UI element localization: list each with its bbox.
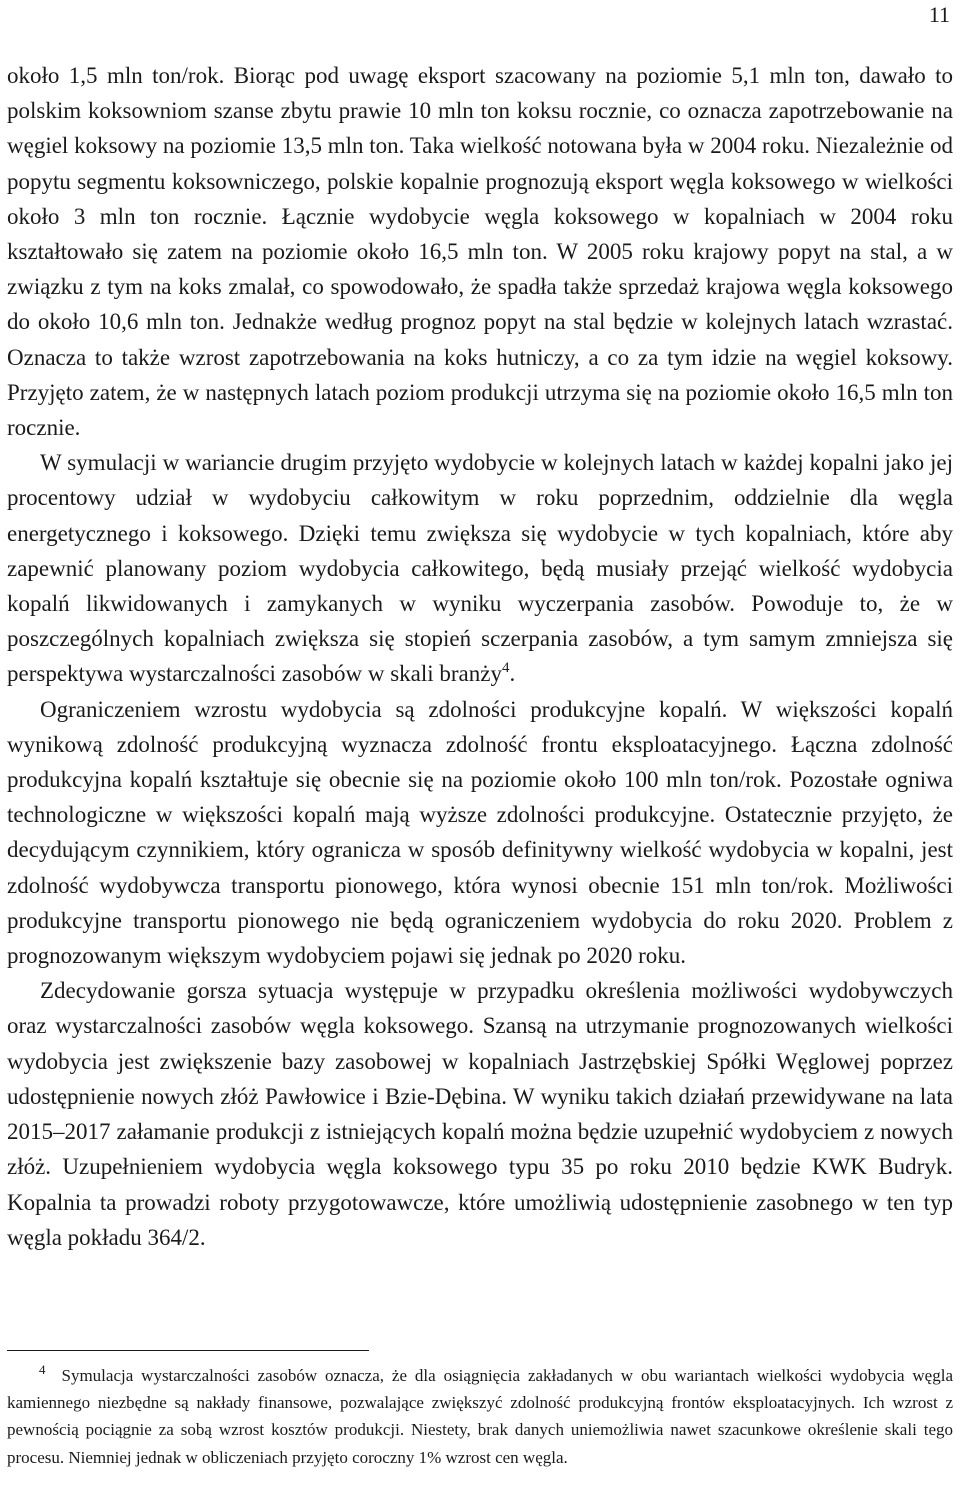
paragraph-4 — [7, 973, 953, 1255]
body-text — [7, 58, 953, 1255]
page-number: 11 — [928, 2, 950, 27]
paragraph-1-text: około 1,5 mln ton/rok. Biorąc pod uwagę eksport szacowany na poziomie 5,1 mln ton, dawało to polskim koksowniom szanse zbytu prawie 10 mln ton koksu rocznie, co oznacza zapotrzebowanie na węgiel koksowy na poziomie 13,5 mln ton. Taka wielkość notowana była w 2004 roku. Niezależnie od popytu segmentu koksowniczego, polskie kopalnie prognozują eksport węgla koksowego w wielkości około 3 mln ton rocznie. Łącznie wydobycie węgla koksowego w kopalniach w 2004 roku kształtowało się zatem na poziomie około 16,5 mln ton. W 2005 roku krajowy popyt na stal, a w związku z tym na koks zmalał, co spowodowało, że spadła także sprzedaż krajowa węgla koksowego do około 10,6 mln ton. Jednakże według prognoz popyt na stal będzie w kolejnych latach wzrastać. Oznacza to także wzrost zapotrzebowania na koks hutniczy, a co za tym idzie na węgiel koksowy. Przyjęto zatem, że w następnych latach poziom produkcji utrzyma się na poziomie około 16,5 mln ton rocznie. — [7, 63, 953, 441]
footnote-divider — [7, 1350, 369, 1351]
paragraph-3-text: Ograniczeniem wzrostu wydobycia są zdolności produkcyjne kopalń. W większości kopalń wynikową zdolność produkcyjną wyznacza zdolność frontu eksploatacyjnego. Łączna zdolność produkcyjna kopalń kształtuje się obecnie się na poziomie około 100 mln ton/rok. Pozostałe ogniwa technologiczne w większości kopalń mają wyższe zdolności produkcyjne. Ostatecznie przyjęto, że decydującym czynnikiem, który ogranicza w sposób definitywny wielkość wydobycia w kopalni, jest zdolność wydobywcza transportu pionowego, która wynosi obecnie 151 mln ton/rok. Możliwości produkcyjne transportu pionowego nie będą ograniczeniem wydobycia do roku 2020. Problem z prognozowanym większym wydobyciem pojawi się jednak po 2020 roku. — [7, 696, 953, 969]
footnote-reference[interactable]: 4 — [501, 660, 510, 677]
footnote — [7, 1362, 953, 1471]
paragraph-2 — [7, 445, 953, 691]
footnote-text: Symulacja wystarczalności zasobów oznacza, że dla osiągnięcia zakładanych w obu wariantach wielkości wydobycia węgla kamiennego niezbędne są nakłady finansowe, pozwalające zwiększyć zdolność produkcyjną frontów eksploatacyjnych. Ich wzrost z pewnością pociągnie za sobą wzrost kosztów produkcji. Niestety, brak danych uniemożliwia nawet szacunkowe określenie skali tego procesu. Niemniej jednak w obliczeniach przyjęto coroczny 1% wzrost cen węgla. — [7, 1366, 953, 1467]
footnote-mark: 4 — [39, 1362, 46, 1377]
paragraph-1 — [7, 58, 953, 445]
paragraph-3 — [7, 692, 953, 974]
paragraph-2-end: . — [509, 661, 516, 687]
paragraph-4-text: Zdecydowanie gorsza sytuacja występuje w przypadku określenia możliwości wydobywczych oraz wystarczalności zasobów węgla koksowego. Szansą na utrzymanie prognozowanych wielkości wydobycia jest zwiększenie bazy zasobowej w kopalniach Jastrzębskiej Spółki Węglowej poprzez udostępnienie nowych złóż Pawłowice i Bzie-Dębina. W wyniku takich działań przewidywane na lata 2015–2017 załamanie produkcji z istniejących kopalń można będzie uzupełnić wydobyciem z nowych złóż. Uzupełnieniem wydobycia węgla koksowego typu 35 po roku 2010 będzie KWK Budryk. Kopalnia ta prowadzi roboty przygotowawcze, które umożliwią udostępnienie zasobnego w ten typ węgla pokładu 364/2. — [7, 978, 953, 1250]
paragraph-2-text: W symulacji w wariancie drugim przyjęto wydobycie w kolejnych latach w każdej kopalni jako jej procentowy udział w wydobyciu całkowitym w roku poprzednim, oddzielnie dla węgla energetycznego i koksowego. Dzięki temu zwiększa się wydobycie w tych kopalniach, które aby zapewnić planowany poziom wydobycia całkowitego, będą musiały przejąć wielkość wydobycia kopalń likwidowanych i zamykanych w wyniku wyczerpania zasobów. Powoduje to, że w poszczególnych kopalniach zwiększa się stopień sczerpania zasobów, a tym samym zmniejsza się perspektywa wystarczalności zasobów w skali branży — [7, 450, 953, 687]
footnotes — [7, 1362, 953, 1471]
